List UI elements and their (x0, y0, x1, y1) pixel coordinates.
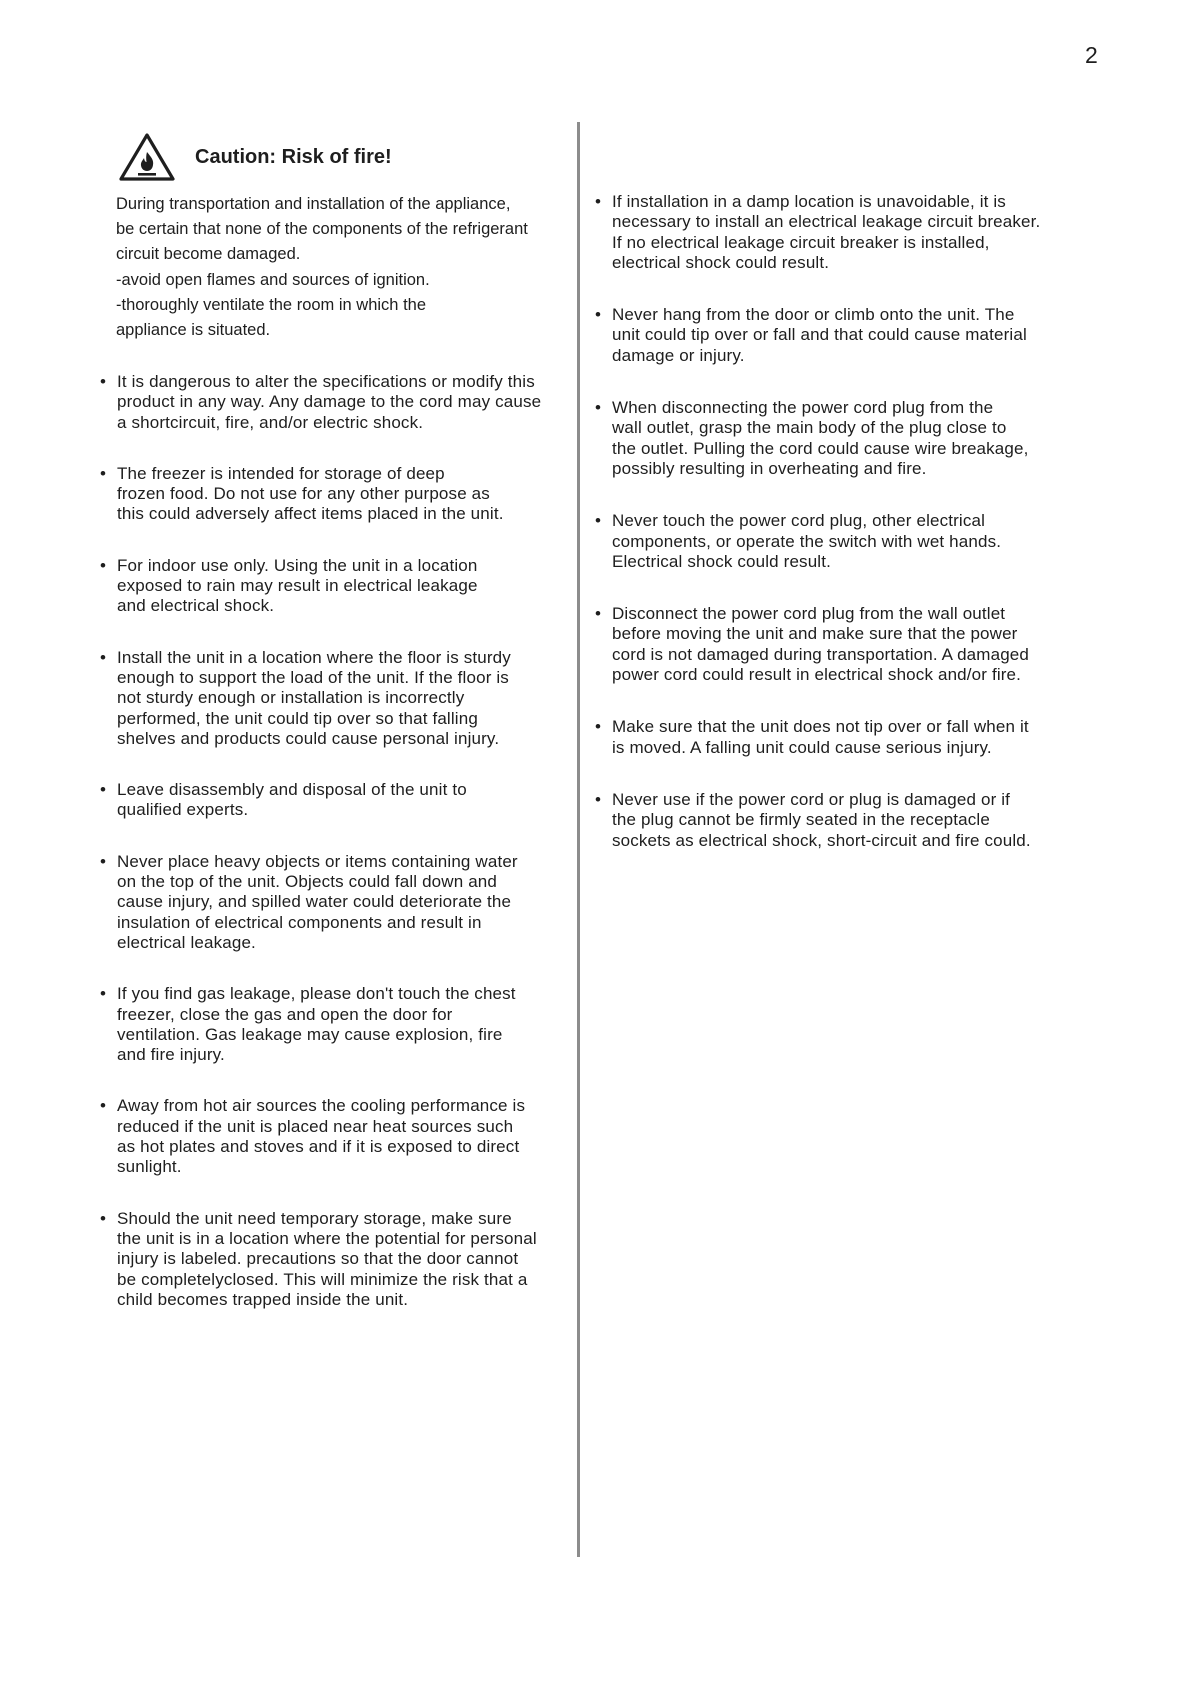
list-item-line: a shortcircuit, fire, and/or electric shock. (117, 412, 424, 432)
caution-header (118, 132, 568, 184)
bullet-icon: • (595, 789, 602, 809)
list-item-line: freezer, close the gas and open the door for (117, 1004, 453, 1024)
list-item (100, 372, 570, 433)
list-item-line: When disconnecting the power cord plug from the (612, 398, 994, 418)
list-item-line: injury is labeled. precautions so that the door cannot (117, 1249, 519, 1269)
list-item (100, 984, 570, 1065)
bullet-icon: • (595, 192, 602, 211)
list-item-line: Never use if the power cord or plug is damaged or if (612, 789, 1011, 809)
intro-line: -avoid open flames and sources of ignition. (116, 270, 430, 289)
list-item-line: as hot plates and stoves and if it is exposed to direct (117, 1137, 520, 1157)
list-item-line: insulation of electrical components and result in (117, 912, 482, 932)
list-item-line: It is dangerous to alter the specifications or modify this (117, 372, 535, 391)
list-item-line: be completelyclosed. This will minimize the risk that a (117, 1269, 528, 1289)
list-item-line: exposed to rain may result in electrical leakage (117, 576, 478, 596)
list-item-line: wall outlet, grasp the main body of the plug close to (612, 418, 1007, 438)
list-item-line: The freezer is intended for storage of deep (117, 463, 445, 483)
list-item (100, 1096, 570, 1177)
intro-line: be certain that none of the components of the refrigerant (116, 220, 528, 239)
list-item-line: electrical shock could result. (612, 252, 830, 272)
list-item-line: reduced if the unit is placed near heat sources such (117, 1116, 514, 1136)
right-column-list (595, 192, 1115, 883)
list-item-line: If you find gas leakage, please don't touch the chest (117, 984, 516, 1004)
list-item-line: cause injury, and spilled water could deteriorate the (117, 892, 512, 912)
fire-warning-icon (118, 132, 176, 182)
list-item-line: child becomes trapped inside the unit. (117, 1289, 409, 1309)
list-item-line: If no electrical leakage circuit breaker is installed, (612, 232, 990, 252)
list-item-line: electrical leakage. (117, 932, 256, 952)
column-divider (577, 122, 580, 1557)
list-item-line: For indoor use only. Using the unit in a location (117, 555, 478, 575)
list-item-line: qualified experts. (117, 800, 249, 820)
list-item (100, 464, 570, 525)
list-item (595, 511, 1115, 572)
list-item (100, 556, 570, 617)
list-item-line: sunlight. (117, 1157, 182, 1177)
list-item-line: the unit is in a location where the potential for personal (117, 1228, 537, 1248)
list-item-line: If installation in a damp location is unavoidable, it is (612, 192, 1006, 211)
list-item (100, 1209, 570, 1310)
list-item (595, 305, 1115, 366)
intro-line: During transportation and installation of the appliance, (116, 195, 511, 213)
bullet-icon: • (100, 1208, 107, 1228)
list-item-line: necessary to install an electrical leakage circuit breaker. (612, 212, 1041, 232)
list-item (100, 648, 570, 749)
list-item-line: shelves and products could cause personal injury. (117, 728, 500, 748)
list-item-line: ventilation. Gas leakage may cause explosion, fire (117, 1024, 503, 1044)
list-item-line: Never hang from the door or climb onto the unit. The (612, 305, 1015, 325)
list-item-line: cord is not damaged during transportation. A damaged (612, 644, 1030, 664)
list-item (595, 192, 1115, 273)
bullet-icon: • (100, 851, 107, 871)
bullet-icon: • (595, 305, 602, 325)
page-number: 2 (1085, 42, 1098, 68)
list-item-line: sockets as electrical shock, short-circuit and fire could. (612, 830, 1031, 850)
list-item-line: damage or injury. (612, 345, 745, 365)
list-item (595, 604, 1115, 685)
list-item-line: Disconnect the power cord plug from the wall outlet (612, 604, 1006, 624)
bullet-icon: • (595, 717, 602, 737)
bullet-icon: • (100, 1096, 107, 1116)
list-item-line: Make sure that the unit does not tip over or fall when it (612, 717, 1029, 737)
list-item-line: Install the unit in a location where the floor is sturdy (117, 647, 511, 667)
caution-title: Caution: Risk of fire! (195, 146, 392, 168)
list-item-line: Electrical shock could result. (612, 551, 831, 571)
list-item-line: and fire injury. (117, 1045, 225, 1065)
bullet-icon: • (100, 780, 107, 800)
bullet-icon: • (100, 555, 107, 575)
intro-line: -thoroughly ventilate the room in which the (116, 295, 427, 314)
list-item-line: on the top of the unit. Objects could fall down and (117, 872, 498, 892)
list-item-line: Never touch the power cord plug, other electrical (612, 511, 986, 531)
list-item (100, 852, 570, 953)
bullet-icon: • (100, 463, 107, 483)
list-item (100, 780, 570, 821)
list-item-line: and electrical shock. (117, 596, 275, 616)
list-item-line: power cord could result in electrical shock and/or fire. (612, 665, 1022, 685)
list-item-line: before moving the unit and make sure that the power (612, 624, 1018, 644)
list-item-line: is moved. A falling unit could cause serious injury. (612, 737, 992, 757)
list-item-line: possibly resulting in overheating and fire. (612, 458, 927, 478)
list-item-line: performed, the unit could tip over so that falling (117, 708, 478, 728)
bullet-icon: • (100, 647, 107, 667)
bullet-icon: • (595, 511, 602, 531)
list-item-line: Away from hot air sources the cooling performance is (117, 1096, 526, 1116)
bullet-icon: • (595, 604, 602, 624)
list-item-line: components, or operate the switch with wet hands. (612, 531, 1002, 551)
bullet-icon: • (595, 398, 602, 418)
intro-line: circuit become damaged. (116, 245, 301, 264)
list-item-line: Never place heavy objects or items containing water (117, 851, 518, 871)
list-item-line: enough to support the load of the unit. If the floor is (117, 667, 509, 687)
caution-intro (116, 192, 576, 343)
list-item-line: product in any way. Any damage to the cord may cause (117, 392, 542, 412)
list-item-line: Should the unit need temporary storage, make sure (117, 1208, 512, 1228)
list-item (595, 790, 1115, 851)
list-item-line: the plug cannot be firmly seated in the receptacle (612, 810, 990, 830)
left-column-list (100, 372, 570, 1341)
list-item-line: this could adversely affect items placed in the unit. (117, 504, 504, 524)
list-item-line: unit could tip over or fall and that could cause material (612, 325, 1027, 345)
list-item-line: the outlet. Pulling the cord could cause wire breakage, (612, 438, 1029, 458)
list-item (595, 717, 1115, 758)
intro-line: appliance is situated. (116, 321, 271, 340)
list-item (595, 398, 1115, 479)
list-item-line: Leave disassembly and disposal of the unit to (117, 780, 467, 800)
bullet-icon: • (100, 372, 107, 391)
bullet-icon: • (100, 984, 107, 1004)
list-item-line: not sturdy enough or installation is incorrectly (117, 688, 465, 708)
list-item-line: frozen food. Do not use for any other purpose as (117, 484, 490, 504)
